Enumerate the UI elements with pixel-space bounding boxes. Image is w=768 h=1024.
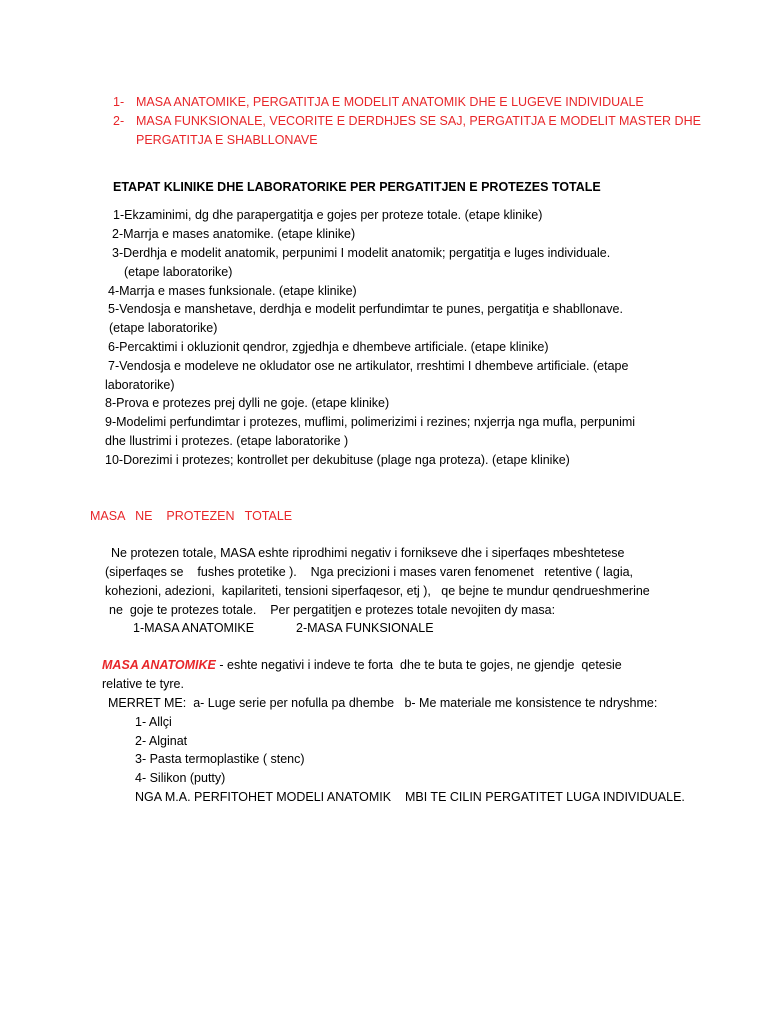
step-1: 1-Ekzaminimi, dg dhe parapergatitja e gojes per proteze totale. (etape klinike) — [113, 208, 543, 222]
mass-type-1: 1-MASA ANATOMIKE — [133, 621, 255, 635]
step-7: 7-Vendosja e modeleve ne okludator ose ne artikulator, rreshtimi I dhembeve artificiale. (etape — [108, 359, 629, 373]
step-3-cont: (etape laboratorike) — [124, 265, 233, 279]
step-9: 9-Modelimi perfundimtar i protezes, muflimi, polimerizimi i rezines; nxjerrja nga mufla, perpunimi — [105, 415, 636, 429]
step-5: 5-Vendosja e manshetave, derdhja e modelit perfundimtar te punes, pergatitja e shabllonave. — [108, 302, 623, 316]
heading-2-text-line2: PERGATITJA E SHABLLONAVE — [136, 133, 318, 147]
step-8: 8-Prova e protezes prej dylli ne goje. (etape klinike) — [105, 396, 390, 410]
paragraph-line-2: (siperfaqes se fushes protetike ). Nga precizioni i mases varen fenomenet retentive ( lagia, — [105, 565, 634, 579]
etapat-title: ETAPAT KLINIKE DHE LABORATORIKE PER PERGATITJEN E PROTEZES TOTALE — [113, 180, 601, 194]
masa-anatomike-definition — [102, 656, 622, 674]
step-4: 4-Marrja e mases funksionale. (etape klinike) — [108, 284, 357, 298]
step-3: 3-Derdhja e modelit anatomik, perpunimi I modelit anatomik; pergatitja e luges individuale. — [112, 246, 611, 260]
paragraph-line-3: kohezioni, adezioni, kapilariteti, tensioni siperfaqesor, etj ), qe bejne te mundur qendrueshmerine — [105, 584, 650, 598]
conclusion-line: NGA M.A. PERFITOHET MODELI ANATOMIK MBI TE CILIN PERGATITET LUGA INDIVIDUALE. — [135, 790, 685, 804]
step-5-cont: (etape laboratorike) — [109, 321, 218, 335]
step-2: 2-Marrja e mases anatomike. (etape klinike) — [112, 227, 356, 241]
heading-1 — [113, 93, 683, 112]
step-7-cont: laboratorike) — [105, 378, 175, 392]
heading-1-number: 1- — [113, 95, 125, 109]
material-4: 4- Silikon (putty) — [135, 771, 226, 785]
merret-me-line: MERRET ME: a- Luge serie per nofulla pa dhembe b- Me materiale me konsistence te ndryshme: — [108, 696, 658, 710]
paragraph-line-1: Ne protezen totale, MASA eshte riprodhimi negativ i fornikseve dhe i siperfaqes mbeshtetese — [111, 546, 625, 560]
heading-2 — [113, 112, 701, 150]
paragraph-line-4: ne goje te protezes totale. Per pergatitjen e protezes totale nevojiten dy masa: — [109, 603, 556, 617]
step-6: 6-Percaktimi i okluzionit qendror, zgjedhja e dhembeve artificiale. (etape klinike) — [108, 340, 549, 354]
material-3: 3- Pasta termoplastike ( stenc) — [135, 752, 305, 766]
masa-anatomike-def-text: - eshte negativi i indeve te forta dhe te buta te gojes, ne gjendje qetesie — [215, 658, 622, 672]
material-1: 1- Allçi — [135, 715, 172, 729]
step-10: 10-Dorezimi i protezes; kontrollet per dekubituse (plage nga proteza). (etape klinike) — [105, 453, 570, 467]
material-2: 2- Alginat — [135, 734, 188, 748]
heading-2-number: 2- — [113, 114, 125, 128]
heading-2-text-line1: MASA FUNKSIONALE, VECORITE E DERDHJES SE SAJ, PERGATITJA E MODELIT MASTER DHE — [136, 114, 701, 128]
heading-1-text: MASA ANATOMIKE, PERGATITJA E MODELIT ANATOMIK DHE E LUGEVE INDIVIDUALE — [136, 95, 644, 109]
masa-anatomike-def-line2: relative te tyre. — [102, 677, 184, 691]
step-9-cont: dhe llustrimi i protezes. (etape laboratorike ) — [105, 434, 349, 448]
masa-anatomike-term: MASA ANATOMIKE — [102, 658, 216, 672]
mass-type-2: 2-MASA FUNKSIONALE — [296, 621, 434, 635]
section-title: MASA NE PROTEZEN TOTALE — [90, 509, 293, 523]
